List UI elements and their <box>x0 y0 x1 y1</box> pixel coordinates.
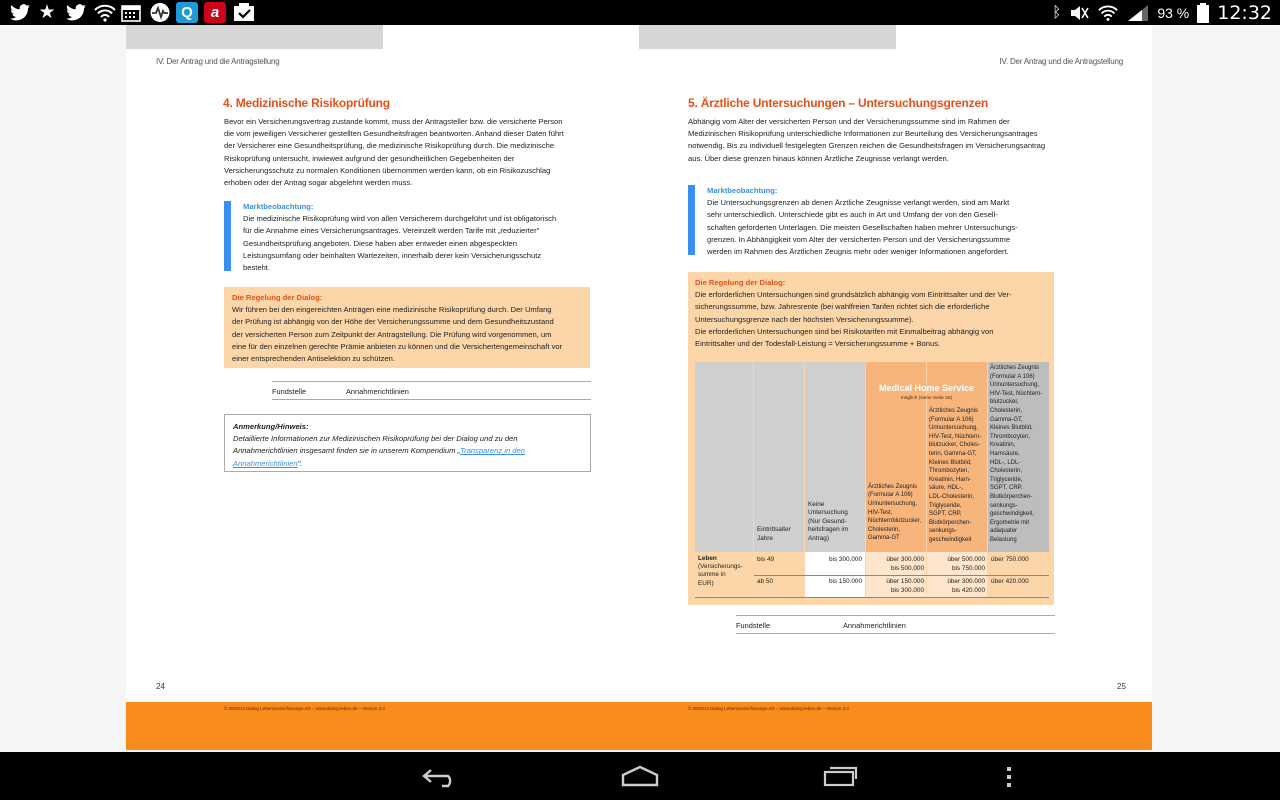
text-line: Abhängig vom Alter der versicherten Person und der Versicherungssumme sind im Rahmen der <box>688 117 1010 126</box>
text-line: Die erforderlichen Untersuchungen sind grundsätzlich abhängig vom Eintrittsalter und der Ver- <box>695 290 1012 300</box>
note-box-left <box>224 414 591 472</box>
header-line: geschwindigkeit, <box>990 511 1035 518</box>
fundstelle-row-right <box>736 615 1055 634</box>
section-title-right: 5. Ärztliche Untersuchungen – Untersuchungsgrenzen <box>688 96 989 110</box>
header-line: Cholesterin, <box>990 407 1023 414</box>
row-divider <box>754 575 1049 576</box>
text-line: aus. Über diese grenzen hinaus können Ärztliche Zeugnisse verlangt werden. <box>688 153 949 163</box>
pulse-icon <box>148 2 172 23</box>
fund-value-right: Annahmerichtlinien <box>843 621 906 630</box>
text-line: besteht. <box>243 263 271 273</box>
text-line: der versicherten Person zum Zeitpunkt der Antragstellung. Die Prüfung wird vorgenommen, um <box>232 329 552 339</box>
text-line: Leistungsumfang oder beinhalten Wartezeiten, innerhalb derer kein Versicherungsschutz <box>243 250 542 260</box>
mhs-title: Medical Home Service <box>878 383 975 393</box>
header-line: (Formular A 106) <box>990 373 1035 380</box>
text-line: Gesundheitsprüfung angeboten. Diese haben aber entweder einen abgespeckten <box>243 238 518 248</box>
antivirus-icon: a <box>204 2 226 23</box>
overflow-menu-icon[interactable] <box>1004 765 1014 789</box>
text-line: die vom jeweiligen Versicherer gestellten Gesundheitsfragen beantworten. Anhand dieser Daten führt <box>224 129 564 139</box>
cell-no-exam: bis 150.000 <box>828 578 862 585</box>
text-line: Die Untersuchungsgrenzen ab denen Ärztliche Zeugnisse verlangt werden, sind am Markt <box>707 198 1010 208</box>
compendium-link[interactable]: Annahmerichtlinien <box>233 458 298 468</box>
header-line: (Nur Gesund- <box>808 517 847 525</box>
text-line: Eintrittsalter und der Todesfall-Leistung = Versicherungssumme + Bonus. <box>695 339 941 349</box>
header-line: Urinuntersuchung, <box>990 382 1040 389</box>
wifi-icon <box>1097 4 1119 22</box>
text-line: Versicherungsschutz zu normalen Konditionen übernommen werden kann, ob ein Risikozuschlag <box>224 165 551 175</box>
header-tab-left <box>126 25 383 49</box>
text-line: Die erforderlichen Untersuchungen sind bei Risikotarifen mit Einmalbeitrag abhängig von <box>695 326 994 336</box>
header-medical-cert-2 <box>929 407 987 545</box>
header-no-exam <box>808 501 864 543</box>
note-line: Detaillierte Informationen zur Medizinischen Risikoprüfung bei der Dialog und zu den <box>233 434 518 444</box>
fundstelle-row-left <box>272 381 591 400</box>
note-line: Annahmerichtlinien insgesamt finden sie in unserem Kompendium „ <box>233 446 461 456</box>
twitter-icon <box>9 4 31 22</box>
dialog-text-right <box>695 289 1047 350</box>
navigation-bar <box>0 752 1280 800</box>
header-line: Urinuntersuchung, <box>868 501 918 508</box>
back-icon[interactable] <box>421 766 459 788</box>
market-bar <box>688 185 695 255</box>
text-line: eine für den einzelnen gerechte Prämie anbieten zu können und die Versichertengemeinschaft vor <box>232 341 563 351</box>
cell-az3: über 420.000 <box>991 578 1029 585</box>
text-line: grenzen. In Abhängigkeit vom Alter der versicherten Person und der Versicherungssumme <box>707 234 1011 244</box>
header-line: HDL-, LDL- <box>990 459 1021 466</box>
cell-az3: über 750.000 <box>991 556 1029 563</box>
document-viewer[interactable] <box>0 25 1280 752</box>
col-age-bg <box>754 362 804 552</box>
status-bar <box>0 0 1280 25</box>
header-line: HIV-Test, <box>868 509 893 516</box>
header-line: Belastung <box>990 536 1017 543</box>
header-line: blutzucker, Choles- <box>929 442 981 449</box>
header-line: säure, HDL-, <box>929 485 964 492</box>
header-line: Harnsäure, <box>990 450 1020 457</box>
twitter-icon <box>65 4 87 22</box>
header-line: senkungs- <box>990 502 1018 509</box>
text-line: sehr unterschiedlich. Unterschiede gibt es auch in Art und Umfang der von den Gesell- <box>707 210 998 220</box>
cell-az2: bis 420.000 <box>951 587 985 594</box>
header-line: Nüchternblutzucker, <box>868 518 922 525</box>
dialog-text-left <box>232 304 582 365</box>
row-label-line: (Versicherungs- <box>698 563 743 570</box>
header-line: Gamma-GT, <box>990 416 1023 423</box>
header-line: Kleines Blutbild, <box>929 459 972 466</box>
header-line: LDL-Cholesterin, <box>929 493 975 500</box>
header-line: Antrag) <box>808 534 829 542</box>
header-line: Ärztliches Zeugnis <box>990 365 1040 371</box>
text-line: sicherungssumme, bzw. Jahresrente (bei wahlfreien Tarifen richtet sich die erforderliche <box>695 302 990 312</box>
running-head-left: IV. Der Antrag und die Antragstellung <box>156 57 280 66</box>
header-line: senkungs- <box>929 528 957 535</box>
text-line: Medizinischen Risikoprüfung unterschiedliche Informationen zur Beurteilung des Versicherungsantrages <box>688 129 1038 139</box>
compendium-link[interactable]: Transparenz in den <box>460 446 525 456</box>
row-label-line: summe in <box>698 571 726 579</box>
cell-az2: bis 750.000 <box>951 565 985 572</box>
row-label-sub <box>698 563 753 588</box>
mute-icon <box>1069 5 1089 21</box>
clock: 12:32 <box>1217 1 1272 24</box>
footer-copyright-left: © 09/2013 Dialog Lebensversicherungs-AG – www.dialog-leben.de – Version 3.0 <box>224 706 385 711</box>
calendar-icon <box>121 3 141 22</box>
orange-footer-band <box>126 702 1152 750</box>
header-line: (Formular A 106) <box>868 492 913 499</box>
dialog-box-left <box>224 287 590 368</box>
text-line: Risikoprüfung untersucht, inwieweit aufgrund der gesundheitlichen Gegebenheiten der <box>224 153 515 163</box>
header-line: Ärztliches Zeugnis <box>868 483 918 490</box>
header-line: Kreatinin, <box>990 442 1016 449</box>
header-line: Urinuntersuchung, <box>929 425 979 432</box>
running-head-right: IV. Der Antrag und die Antragstellung <box>999 57 1123 66</box>
market-heading-left: Marktbeobachtung: <box>243 202 314 211</box>
wifi-icon <box>93 4 117 22</box>
cell-age: bis 49 <box>757 556 775 563</box>
market-heading-right: Marktbeobachtung: <box>707 186 778 195</box>
q-app-icon: Q <box>176 2 198 23</box>
text-line: einer entsprechenden Antiselektion zu schützen. <box>232 354 395 364</box>
header-line: Blutkörperchen- <box>929 519 972 526</box>
cell-az2: über 300.000 <box>947 578 985 585</box>
header-line: Triglyceride, <box>929 502 962 509</box>
row-label-line: EUR) <box>698 579 714 587</box>
footer-copyright-right: © 09/2013 Dialog Lebensversicherungs-AG – www.dialog-leben.de – Version 3.0 <box>688 706 849 711</box>
header-line: SGPT, CRP, <box>990 485 1023 492</box>
market-bar <box>224 201 231 271</box>
text-line: Wir führen bei den eingereichten Anträgen eine medizinische Risikoprüfung durch. Der Umfang <box>232 305 552 315</box>
text-line: Die medizinische Risikoprüfung wird von allen Versicherern durchgeführt und ist obligatorisch <box>243 214 557 224</box>
text-line: der Versicherer eine Gesundheitsprüfung, die medizinische Risikoprüfung durch. Die medizinische <box>224 141 555 151</box>
text-line: der Prüfung ist abhängig von der Höhe der Versicherungssumme und dem Gesundheitszustand <box>232 317 554 327</box>
market-observation-left <box>224 201 594 271</box>
battery-percent: 93 % <box>1157 4 1190 21</box>
intro-paragraph-left <box>224 116 591 189</box>
header-line: Thrombozyten, <box>990 433 1031 440</box>
header-line: Keine <box>808 500 825 508</box>
header-line: HIV-Test, Nüchtern- <box>929 433 982 440</box>
header-line: Kreatinin, Harn- <box>929 476 972 483</box>
header-entry-age <box>757 526 803 543</box>
header-medical-cert-1 <box>868 483 926 543</box>
col-label-bg <box>695 362 753 552</box>
header-line: Blutkörperchen- <box>990 493 1033 500</box>
cell-no-exam: bis 300.000 <box>828 556 862 563</box>
market-observation-right <box>688 185 1058 255</box>
header-line: Thrombozyten, <box>929 468 970 475</box>
header-line: Cholesterin, <box>868 526 901 533</box>
text-line: schaften geforderten Unterlagen. Die meisten Gesellschaften haben mehrer Untersuchungs- <box>707 222 1018 232</box>
note-line: ". <box>297 458 303 468</box>
text-line: Untersuchungsgrenze nach der höchsten Versicherungssumme). <box>695 314 914 324</box>
header-line: HIV-Test, Nüchtern- <box>990 390 1043 397</box>
text-line: Bevor ein Versicherungsvertrag zustande kommt, muss der Antragsteller bzw. die versicherte Person <box>224 117 563 126</box>
page-number-left: 24 <box>156 682 165 691</box>
header-line: blutzucker, <box>990 399 1019 406</box>
header-medical-cert-3 <box>990 364 1048 544</box>
market-text-right <box>707 197 1052 258</box>
header-line: Cholesterin, <box>990 468 1023 475</box>
fund-value-left: Annahmerichtlinien <box>346 387 409 396</box>
dialog-box-right <box>688 272 1054 605</box>
header-line: Jahre <box>757 534 773 542</box>
note-heading: Anmerkung/Hinweis: <box>233 422 309 431</box>
header-line: SGPT, CRP, <box>929 511 962 518</box>
text-line: notwendig. Bis zu individuell festgelegten Grenzen reichen die Gesundheitsfragen im Versicherungsantrag <box>688 141 1046 151</box>
mhs-subtitle: möglich (siehe Seite 26) <box>900 396 953 401</box>
fund-label-right: Fundstelle <box>736 621 771 630</box>
cell-age: ab 50 <box>757 578 773 585</box>
text-line: werden im Rahmen des Ärztlichen Zeugnis mehr oder weniger Informationen angefordert. <box>707 247 1009 257</box>
document-spread[interactable] <box>126 25 1152 750</box>
header-line: Ergometrie mit <box>990 519 1030 526</box>
page-number-right: 25 <box>1117 682 1126 691</box>
header-line: Triglyceride, <box>990 476 1023 483</box>
cell-az2: über 500.000 <box>947 556 985 563</box>
header-line: heitsfragen im <box>808 526 849 534</box>
header-line: Ärztliches Zeugnis <box>929 408 979 414</box>
dialog-heading-left: Die Regelung der Dialog: <box>232 293 323 302</box>
home-icon[interactable] <box>620 765 660 787</box>
cell-az1: bis 500.000 <box>890 565 924 572</box>
header-line: adäquater <box>990 528 1018 535</box>
row-bottom-line <box>695 597 1049 598</box>
star-icon: ★ <box>38 2 56 23</box>
cell-az1: über 300.000 <box>886 556 924 563</box>
header-line: Eintrittsalter <box>757 526 791 534</box>
header-line: Untersuchung <box>808 509 848 517</box>
header-line: Gamma-GT <box>868 535 900 542</box>
battery-icon <box>1197 3 1209 23</box>
signal-icon <box>1127 4 1149 22</box>
fund-label-left: Fundstelle <box>272 387 307 396</box>
task-check-icon <box>233 3 255 22</box>
cell-az1: über 150.000 <box>886 578 924 585</box>
section-title-left: 4. Medizinische Risikoprüfung <box>223 96 390 110</box>
dialog-heading-right: Die Regelung der Dialog: <box>695 278 786 287</box>
text-line: erhoben oder der Antrag sogar abgelehnt werden muss. <box>224 178 413 188</box>
examination-table <box>695 362 1049 597</box>
text-line: für die Annahme eines Versicherungsantrages. Vereinzelt werden Tarife mit „reduzierter" <box>243 226 540 236</box>
bluetooth-icon: ᛒ <box>1052 4 1062 21</box>
header-line: terin, Gamma-GT, <box>929 450 977 457</box>
intro-paragraph-right <box>688 116 1055 165</box>
header-line: geschwindigkeit <box>929 536 972 543</box>
recent-apps-icon[interactable] <box>821 765 859 787</box>
cell-az1: bis 300.000 <box>890 587 924 594</box>
header-tab-right <box>639 25 896 49</box>
row-label: Leben <box>698 555 717 562</box>
market-text-left <box>243 213 583 274</box>
header-line: (Formular A 106) <box>929 416 974 423</box>
header-line: Kleines Blutbild, <box>990 425 1033 432</box>
